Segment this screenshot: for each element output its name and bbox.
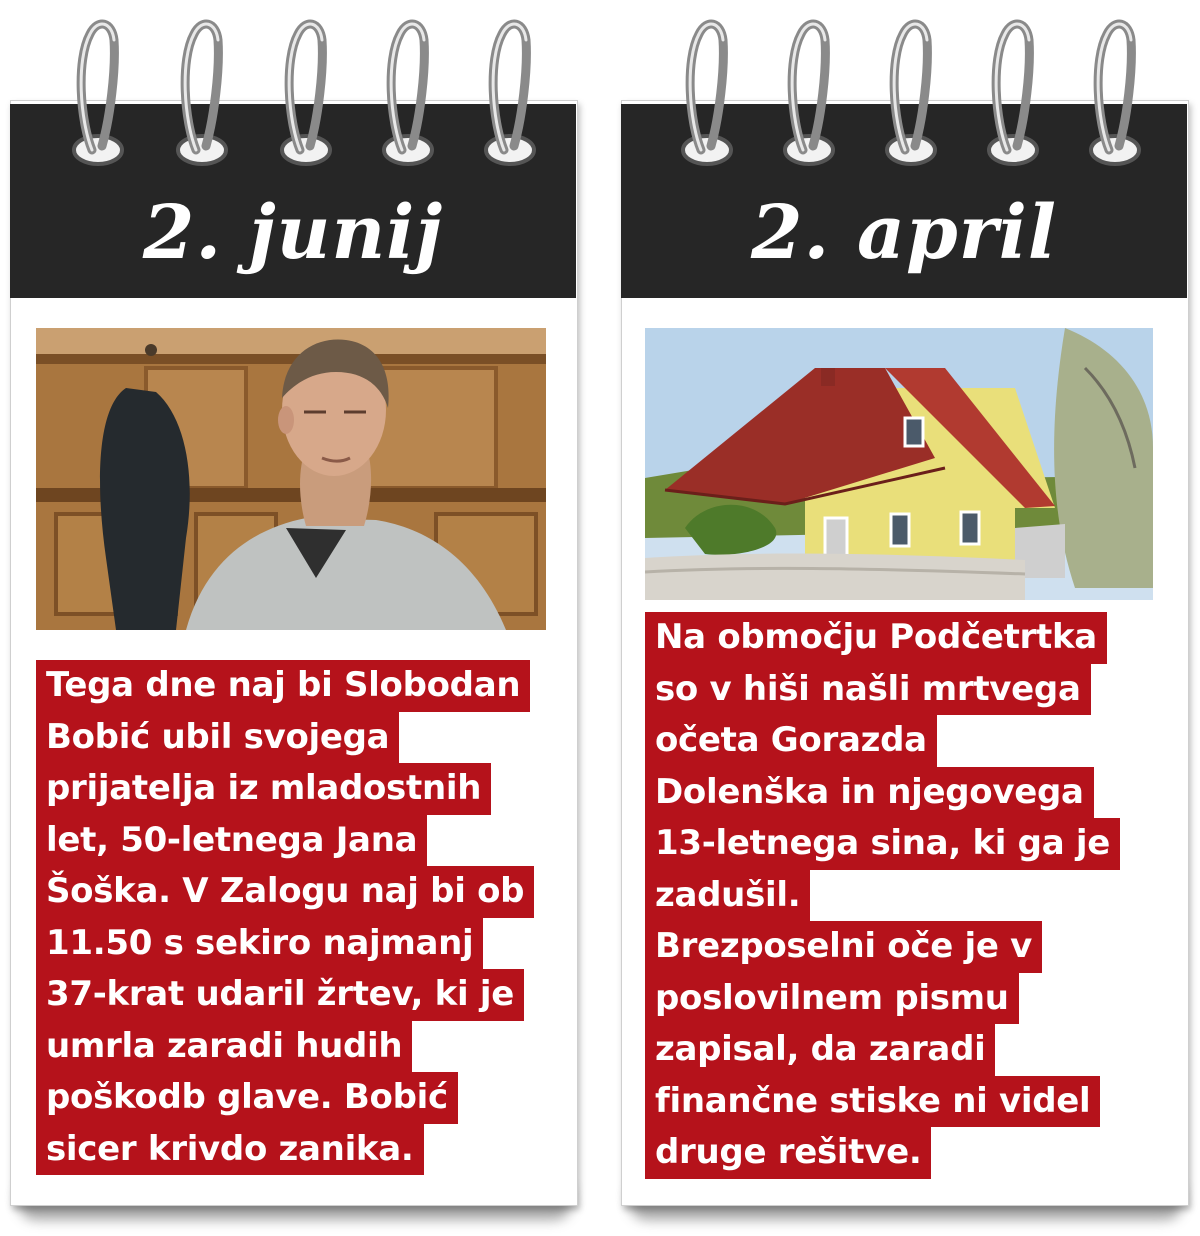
caption-line: Dolenška in njegovega	[645, 767, 1094, 819]
caption-line: poslovilnem pismu	[645, 973, 1019, 1025]
caption-line: poškodb glave. Bobić	[36, 1072, 458, 1124]
caption-line: druge rešitve.	[645, 1127, 931, 1179]
caption-line: finančne stiske ni videl	[645, 1076, 1100, 1128]
caption-line: prijatelja iz mladostnih	[36, 763, 491, 815]
caption-line: Šoška. V Zalogu naj bi ob	[36, 866, 534, 918]
spiral-binding-icon	[621, 0, 1187, 180]
caption-line: Tega dne naj bi Slobodan	[36, 660, 530, 712]
caption-line: očeta Gorazda	[645, 715, 937, 767]
caption-line: so v hiši našli mrtvega	[645, 664, 1091, 716]
photo-man	[36, 328, 546, 630]
calendar-card-right	[621, 0, 1187, 1236]
calendar-card-left	[10, 0, 576, 1236]
caption-line: umrla zaradi hudih	[36, 1021, 412, 1073]
caption-line: zapisal, da zaradi	[645, 1024, 995, 1076]
caption-line: Bobić ubil svojega	[36, 712, 399, 764]
date-title: 2. junij	[142, 190, 444, 276]
caption-line: 13-letnega sina, ki ga je	[645, 818, 1120, 870]
caption-line: let, 50-letnega Jana	[36, 815, 427, 867]
photo-house	[645, 328, 1153, 600]
caption-line: 11.50 s sekiro najmanj	[36, 918, 483, 970]
caption-line: 37-krat udaril žrtev, ki je	[36, 969, 524, 1021]
spiral-rings	[74, 24, 534, 164]
date-title: 2. april	[751, 190, 1057, 276]
spiral-binding-icon	[10, 0, 576, 180]
caption-line: sicer krivdo zanika.	[36, 1124, 424, 1176]
man-portrait-image	[36, 328, 546, 630]
house-image	[645, 328, 1153, 600]
spiral-rings	[683, 24, 1139, 164]
caption-line: Brezposelni oče je v	[645, 921, 1042, 973]
caption	[645, 612, 1155, 1179]
caption-line: Na območju Podčetrtka	[645, 612, 1107, 664]
caption-line: zadušil.	[645, 870, 810, 922]
caption	[36, 660, 546, 1175]
